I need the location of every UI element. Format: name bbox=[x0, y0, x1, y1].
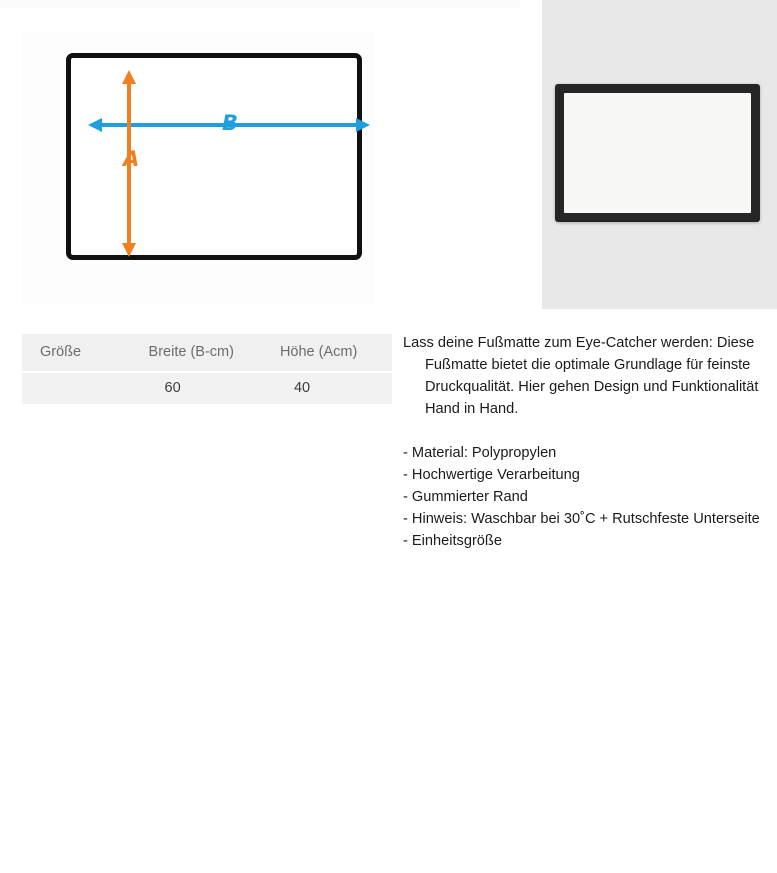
size-table-head bbox=[22, 334, 392, 372]
product-photo[interactable] bbox=[542, 0, 777, 309]
cell-width: 60 bbox=[131, 372, 262, 404]
product-description bbox=[403, 332, 763, 552]
size-table-body bbox=[22, 372, 392, 404]
table-row bbox=[22, 372, 392, 404]
table-header-height: Höhe (Acm) bbox=[262, 334, 392, 372]
width-label: B bbox=[222, 111, 240, 135]
feature-list bbox=[403, 442, 763, 552]
doormat-image-surface bbox=[564, 93, 751, 213]
list-item: - Material: Polypropylen bbox=[403, 445, 557, 461]
list-item: - Hochwertige Verarbeitung bbox=[403, 467, 580, 483]
description-intro-rest: Fußmatte bietet die optimale Grundlage für feinste Druckqualität. Hier gehen Design und Funktionalität Hand in Hand. bbox=[425, 357, 759, 417]
dimension-diagram bbox=[22, 14, 422, 304]
list-item: - Gummierter Rand bbox=[403, 489, 528, 505]
cell-size bbox=[22, 372, 131, 404]
table-header-row bbox=[22, 334, 392, 372]
height-label: A bbox=[123, 147, 141, 171]
table-header-size: Größe bbox=[22, 334, 131, 372]
doormat-image-frame bbox=[555, 84, 760, 222]
product-media-area bbox=[0, 0, 777, 310]
cell-height: 40 bbox=[262, 372, 392, 404]
description-intro-line-1: Lass deine Fußmatte zum Eye-Catcher werden: Diese bbox=[403, 335, 755, 351]
list-item: - Einheitsgröße bbox=[403, 533, 502, 549]
top-strip bbox=[0, 0, 520, 8]
table-header-width: Breite (B-cm) bbox=[131, 334, 262, 372]
size-table bbox=[22, 334, 392, 404]
description-intro bbox=[403, 332, 763, 420]
dimension-arrows bbox=[22, 14, 422, 304]
list-item: - Hinweis: Waschbar bei 30˚C + Rutschfeste Unterseite bbox=[403, 511, 760, 527]
